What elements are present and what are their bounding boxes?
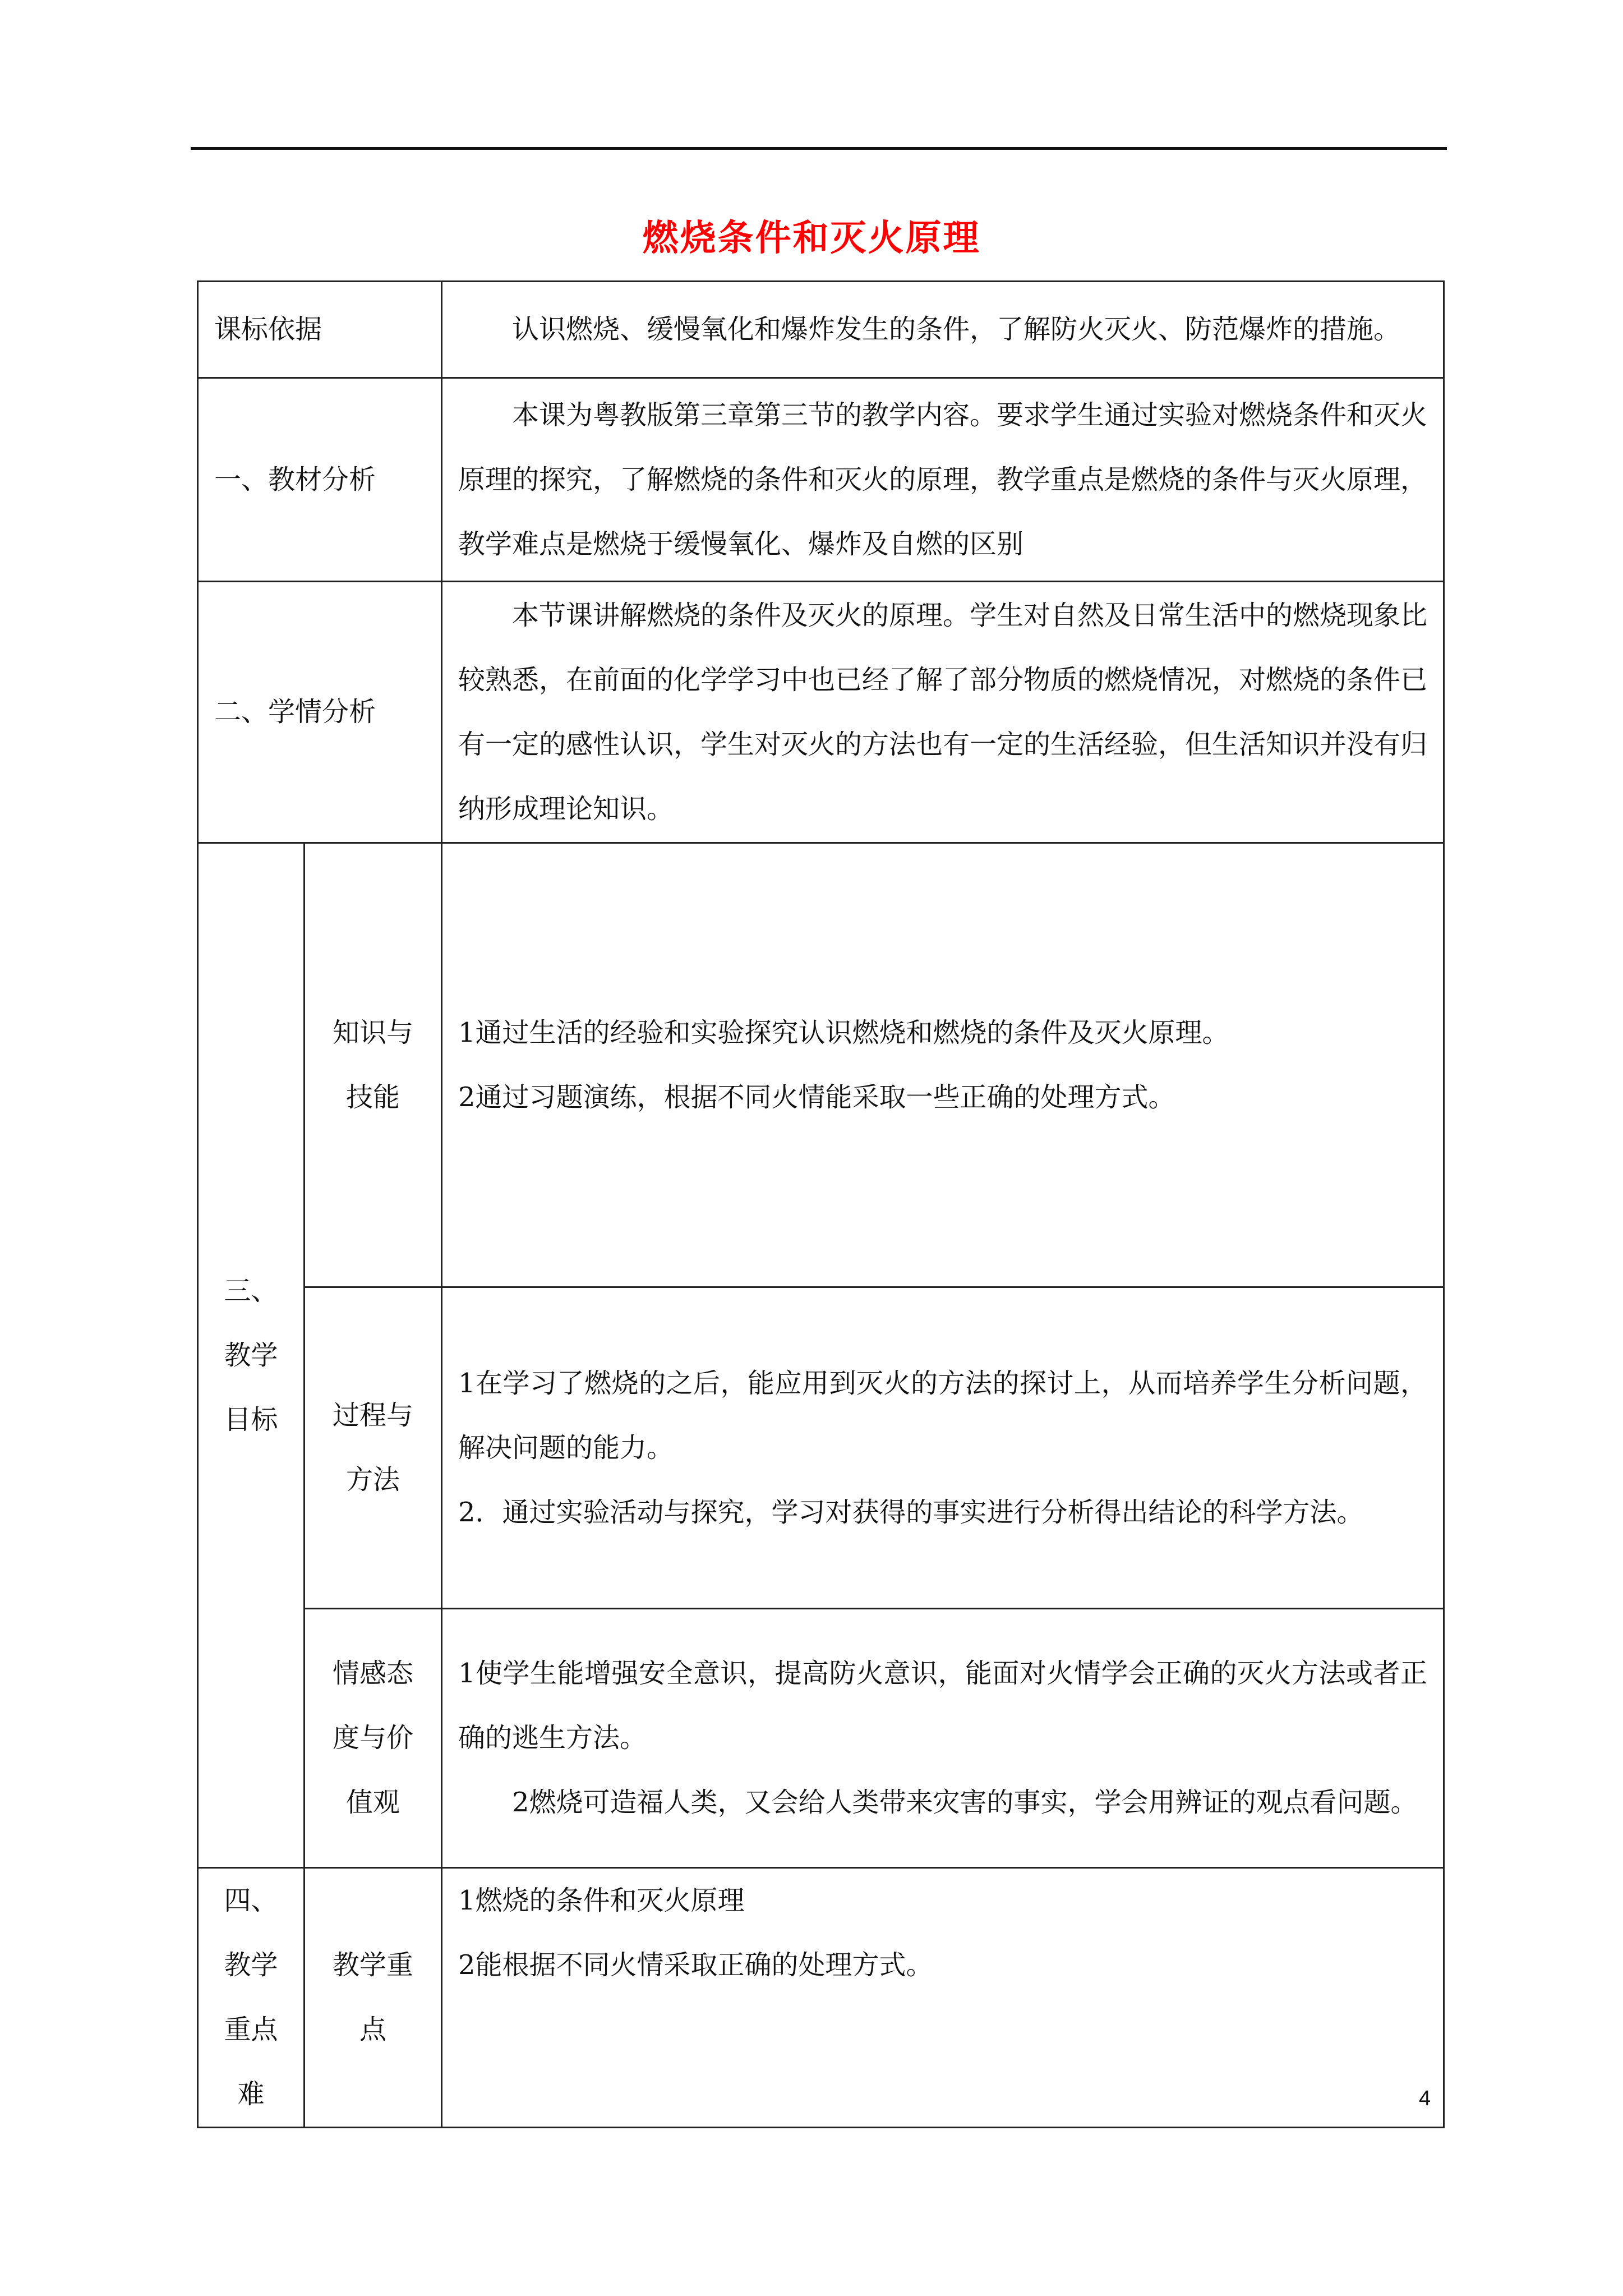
learner-analysis-label: 二、学情分析 <box>198 582 442 843</box>
row-goal-emotion <box>198 1609 1444 1868</box>
row-goal-knowledge <box>198 843 1444 1287</box>
key-point-item: 1燃烧的条件和灭火原理 <box>458 1885 745 1916</box>
row-learner-analysis <box>198 582 1444 843</box>
row-goal-process <box>198 1287 1444 1609</box>
knowledge-skills-text <box>442 843 1444 1287</box>
learner-analysis-text: 本节课讲解燃烧的条件及灭火的原理。学生对自然及日常生活中的燃烧现象比较熟悉，在前面的化学学习中也已经了解了部分物质的燃烧情况，对燃烧的条件已有一定的感性认识，学生对灭火的方法也有一定的生活经验，但生活知识并没有归纳形成理论知识。 <box>442 582 1444 843</box>
curriculum-basis-text: 认识燃烧、缓慢氧化和爆炸发生的条件，了解防火灭火、防范爆炸的措施。 <box>442 282 1444 378</box>
row-material-analysis <box>198 378 1444 582</box>
lesson-plan-table <box>197 280 1445 2128</box>
key-difficult-label: 四、教学重点难 <box>198 1868 305 2128</box>
teaching-goals-label: 三、教学目标 <box>198 843 305 1868</box>
curriculum-basis-label: 课标依据 <box>198 282 442 378</box>
emotion-item: 1使学生能增强安全意识，提高防火意识，能面对火情学会正确的灭火方法或者正确的逃生方法。 <box>458 1658 1428 1754</box>
knowledge-skills-label: 知识与技能 <box>305 843 442 1287</box>
material-analysis-text: 本课为粤教版第三章第三节的教学内容。要求学生通过实验对燃烧条件和灭火原理的探究，了解燃烧的条件和灭火的原理，教学重点是燃烧的条件与灭火原理，教学难点是燃烧于缓慢氧化、爆炸及自燃的区别 <box>442 378 1444 582</box>
emotion-values-label: 情感态度与价值观 <box>305 1609 442 1868</box>
key-point-item: 2能根据不同火情采取正确的处理方式。 <box>458 1949 933 1981</box>
emotion-values-text <box>442 1609 1444 1868</box>
header-rule <box>191 147 1447 150</box>
process-item: 1在学习了燃烧的之后，能应用到灭火的方法的探讨上，从而培养学生分析问题，解决问题的能力。 <box>458 1367 1428 1464</box>
key-points-text <box>442 1868 1444 2128</box>
material-analysis-label: 一、教材分析 <box>198 378 442 582</box>
knowledge-item: 2通过习题演练，根据不同火情能采取一些正确的处理方式。 <box>458 1081 1175 1113</box>
process-method-label: 过程与方法 <box>305 1287 442 1609</box>
key-points-label: 教学重点 <box>305 1868 442 2128</box>
page-title: 燃烧条件和灭火原理 <box>642 217 981 259</box>
emotion-item: 2燃烧可造福人类，又会给人类带来灾害的事实，学会用辨证的观点看问题。 <box>512 1787 1418 1818</box>
page-number: 4 <box>1419 2087 1431 2110</box>
knowledge-item: 1通过生活的经验和实验探究认识燃烧和燃烧的条件及灭火原理。 <box>458 1016 1229 1048</box>
row-curriculum-basis <box>198 282 1444 378</box>
process-method-text <box>442 1287 1444 1609</box>
process-item: 2．通过实验活动与探究，学习对获得的事实进行分析得出结论的科学方法。 <box>458 1496 1364 1528</box>
row-key-points <box>198 1868 1444 2128</box>
